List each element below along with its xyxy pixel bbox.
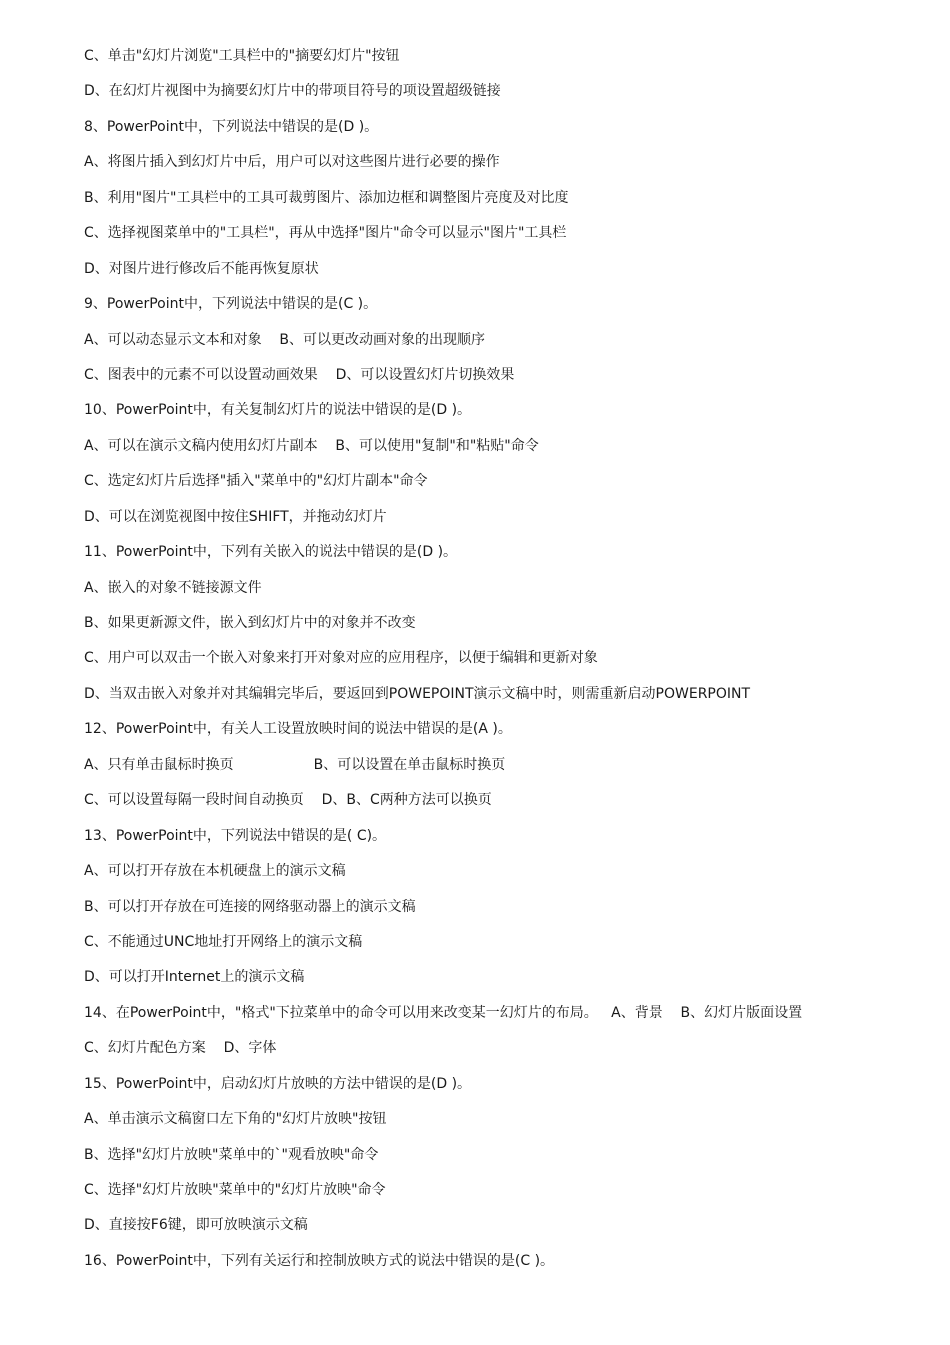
text-line: D、对图片进行修改后不能再恢复原状 <box>84 260 319 277</box>
question-line: 11、PowerPoint中，下列有关嵌入的说法中错误的是(D )。 <box>84 544 458 561</box>
question-line: 14、在PowerPoint中，"格式"下拉菜单中的命令可以用来改变某一幻灯片的布局。 A、背景 B、幻灯片版面设置 <box>84 1004 803 1021</box>
text-line: D、可以在浏览视图中按住SHIFT，并拖动幻灯片 <box>84 508 387 525</box>
text-lines <box>84 46 944 1286</box>
text-line: C、用户可以双击一个嵌入对象来打开对象对应的应用程序，以便于编辑和更新对象 <box>84 650 598 667</box>
text-line: A、嵌入的对象不链接源文件 <box>84 579 262 596</box>
question-line: 12、PowerPoint中，有关人工设置放映时间的说法中错误的是(A )。 <box>84 721 512 738</box>
text-line: B、选择"幻灯片放映"菜单中的`"观看放映"命令 <box>84 1146 379 1163</box>
text-line: D、在幻灯片视图中为摘要幻灯片中的带项目符号的项设置超级链接 <box>84 83 501 100</box>
text-line: D、当双击嵌入对象并对其编辑完毕后，要返回到POWEPOINT演示文稿中时，则需重新启动POWERPOINT <box>84 685 751 702</box>
text-line: A、将图片插入到幻灯片中后，用户可以对这些图片进行必要的操作 <box>84 154 500 171</box>
text-line: D、直接按F6键，即可放映演示文稿 <box>84 1217 308 1234</box>
text-line: A、可以在演示文稿内使用幻灯片副本 B、可以使用"复制"和"粘贴"命令 <box>84 437 539 454</box>
question-line: 10、PowerPoint中，有关复制幻灯片的说法中错误的是(D )。 <box>84 402 472 419</box>
text-line: A、只有单击鼠标时换页 B、可以设置在单击鼠标时换页 <box>84 756 506 773</box>
text-line: C、幻灯片配色方案 D、字体 <box>84 1040 277 1057</box>
text-line: B、利用"图片"工具栏中的工具可裁剪图片、添加边框和调整图片亮度及对比度 <box>84 189 569 206</box>
text-line: C、选择视图菜单中的"工具栏"，再从中选择"图片"命令可以显示"图片"工具栏 <box>84 225 567 242</box>
text-line: A、单击演示文稿窗口左下角的"幻灯片放映"按钮 <box>84 1111 387 1128</box>
text-line: C、不能通过UNC地址打开网络上的演示文稿 <box>84 933 363 950</box>
text-line: B、可以打开存放在可连接的网络驱动器上的演示文稿 <box>84 898 416 915</box>
text-line: C、可以设置每隔一段时间自动换页 D、B、C两种方法可以换页 <box>84 792 492 809</box>
text-line: C、单击"幻灯片浏览"工具栏中的"摘要幻灯片"按钮 <box>84 48 400 64</box>
text-line: C、图表中的元素不可以设置动画效果 D、可以设置幻灯片切换效果 <box>84 366 515 383</box>
text-line: B、如果更新源文件，嵌入到幻灯片中的对象并不改变 <box>84 615 416 631</box>
question-line: 9、PowerPoint中，下列说法中错误的是(C )。 <box>84 296 378 313</box>
question-line: 8、PowerPoint中，下列说法中错误的是(D )。 <box>84 118 379 135</box>
question-line: 13、PowerPoint中，下列说法中错误的是( C)。 <box>84 827 387 844</box>
text-line: A、可以打开存放在本机硬盘上的演示文稿 <box>84 863 346 880</box>
question-line: 15、PowerPoint中，启动幻灯片放映的方法中错误的是(D )。 <box>84 1075 472 1092</box>
text-line: C、选定幻灯片后选择"插入"菜单中的"幻灯片副本"命令 <box>84 473 428 490</box>
text-line: D、可以打开Internet上的演示文稿 <box>84 969 305 986</box>
text-line: C、选择"幻灯片放映"菜单中的"幻灯片放映"命令 <box>84 1182 386 1198</box>
text-line: A、可以动态显示文本和对象 B、可以更改动画对象的出现顺序 <box>84 331 485 348</box>
question-line: 16、PowerPoint中，下列有关运行和控制放映方式的说法中错误的是(C )。 <box>84 1252 555 1269</box>
